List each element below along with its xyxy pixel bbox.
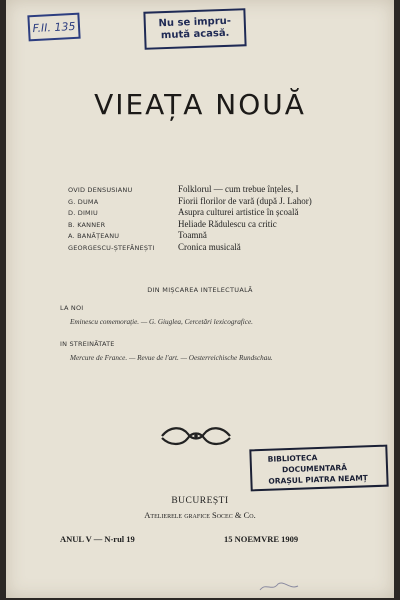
library-stamp: [249, 445, 388, 492]
toc-author: D. DIMIU: [68, 209, 98, 217]
toc-row: [68, 230, 378, 242]
movement-heading: DIN MIȘCAREA INTELECTUALĂ: [147, 286, 253, 294]
publication-city: BUCUREȘTI: [171, 496, 229, 506]
home-label: LA NOI: [60, 304, 84, 312]
toc-title: Folklorul — cum trebue înțeles, I: [178, 184, 299, 194]
no-lending-stamp: [143, 8, 246, 50]
toc-row: [68, 196, 378, 208]
toc-author: G. DUMA: [68, 197, 99, 206]
ornament-flourish: [156, 424, 236, 448]
toc-row: [68, 207, 378, 219]
abroad-label: IN STREINĂTATE: [60, 340, 115, 348]
toc-title: Fiorii florilor de vară (după J. Lahor): [178, 195, 312, 206]
no-lending-line-1: Nu se impru-: [158, 15, 232, 30]
toc-row: [68, 219, 378, 231]
toc-author: B. KANNER: [68, 220, 106, 229]
home-items: Eminescu comemorație. — G. Giuglea, Cercetări lexicografice.: [70, 318, 253, 326]
toc-title: Cronica musicală: [178, 241, 241, 252]
no-lending-line-2: mută acasă.: [160, 27, 230, 42]
abroad-items: Mercure de France. — Revue de l'art. — Oesterreichische Rundschau.: [70, 354, 273, 362]
library-stamp-line-1: BIBLIOTECA: [267, 452, 318, 464]
toc-title: Heliade Rădulescu ca critic: [178, 218, 277, 229]
toc-author: OVID DENSUSIANU: [68, 186, 133, 194]
library-stamp-line-2: DOCUMENTARĂ: [281, 462, 348, 474]
library-stamp-line-3: ORAȘUL PIATRA NEAMȚ: [268, 472, 368, 486]
toc-row: [68, 242, 378, 254]
toc-author: A. BANĂȚEANU: [68, 232, 120, 240]
pencil-mark: [256, 578, 316, 594]
reference-stamp-text: F.II. 135: [32, 19, 76, 35]
journal-cover: [6, 0, 394, 598]
table-of-contents: [68, 184, 378, 253]
toc-author: GEORGESCU-ȘTEFĂNEȘTI: [68, 243, 155, 252]
journal-title: VIEAȚA NOUĂ: [94, 88, 306, 121]
toc-row: [68, 184, 378, 196]
issue-number: ANUL V — N-rul 19: [60, 534, 135, 544]
issue-date: 15 NOEMVRE 1909: [224, 534, 299, 544]
printer-name: Atelierele grafice Socec & Co.: [144, 510, 256, 520]
toc-title: Asupra culturei artistice în școală: [178, 207, 299, 217]
toc-title: Toamnă: [178, 230, 207, 240]
reference-stamp: [27, 13, 80, 42]
